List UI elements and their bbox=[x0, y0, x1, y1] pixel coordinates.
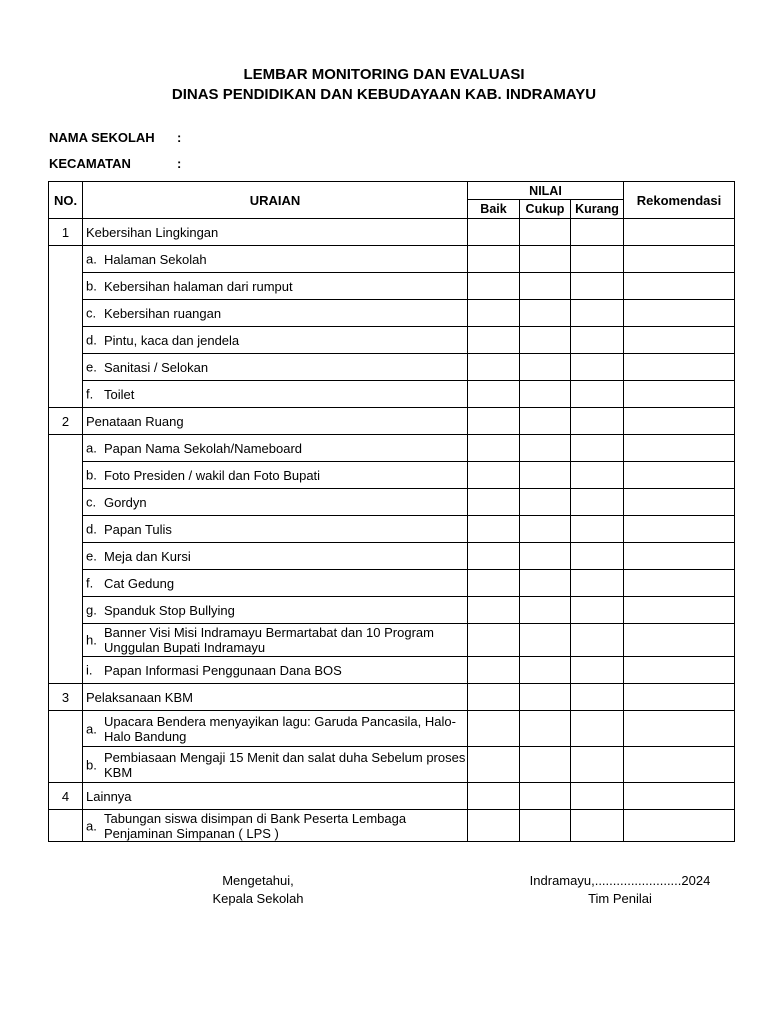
section-baik-cell bbox=[468, 783, 520, 810]
header-no: NO. bbox=[49, 182, 83, 219]
table-body bbox=[49, 219, 735, 842]
district-separator: : bbox=[177, 156, 182, 171]
item-baik-cell bbox=[468, 516, 520, 543]
item-baik-cell bbox=[468, 273, 520, 300]
item-text: Spanduk Stop Bullying bbox=[104, 602, 235, 618]
item-cukup-cell bbox=[520, 327, 571, 354]
item-rekomendasi-cell bbox=[624, 597, 735, 624]
item-letter: b. bbox=[86, 278, 97, 294]
section-kurang-cell bbox=[571, 684, 624, 711]
item-text: Toilet bbox=[104, 386, 135, 402]
section-baik-cell bbox=[468, 684, 520, 711]
header-baik: Baik bbox=[468, 200, 520, 219]
signature-right-line2: Tim Penilai bbox=[588, 891, 652, 906]
item-description bbox=[83, 354, 468, 381]
section-title: Pelaksanaan KBM bbox=[83, 684, 468, 711]
item-letter: e. bbox=[86, 359, 97, 375]
item-text: Pintu, kaca dan jendela bbox=[104, 332, 240, 348]
item-kurang-cell bbox=[571, 657, 624, 684]
item-rekomendasi-cell bbox=[624, 711, 735, 747]
item-rekomendasi-cell bbox=[624, 435, 735, 462]
item-kurang-cell bbox=[571, 810, 624, 842]
school-name-label: NAMA SEKOLAH bbox=[49, 130, 155, 145]
document-subtitle: DINAS PENDIDIKAN DAN KEBUDAYAAN KAB. INDRAMAYU bbox=[171, 86, 597, 103]
item-baik-cell bbox=[468, 543, 520, 570]
item-rekomendasi-cell bbox=[624, 570, 735, 597]
item-kurang-cell bbox=[571, 543, 624, 570]
item-cukup-cell bbox=[520, 354, 571, 381]
item-baik-cell bbox=[468, 354, 520, 381]
item-description bbox=[83, 597, 468, 624]
section-baik-cell bbox=[468, 408, 520, 435]
item-cukup-cell bbox=[520, 711, 571, 747]
document-title: LEMBAR MONITORING DAN EVALUASI bbox=[243, 66, 525, 83]
item-text: Papan Informasi Penggunaan Dana BOS bbox=[104, 662, 342, 678]
item-letter: c. bbox=[86, 494, 97, 510]
item-baik-cell bbox=[468, 747, 520, 783]
signature-left-line1: Mengetahui, bbox=[222, 873, 294, 888]
item-letter: b. bbox=[86, 467, 97, 483]
item-text: Cat Gedung bbox=[104, 575, 175, 591]
item-rekomendasi-cell bbox=[624, 624, 735, 657]
item-baik-cell bbox=[468, 300, 520, 327]
item-row bbox=[49, 489, 735, 516]
item-row bbox=[49, 624, 735, 657]
item-rekomendasi-cell bbox=[624, 543, 735, 570]
item-kurang-cell bbox=[571, 597, 624, 624]
item-description bbox=[83, 462, 468, 489]
item-cukup-cell bbox=[520, 657, 571, 684]
section-title: Lainnya bbox=[83, 783, 468, 810]
section-kurang-cell bbox=[571, 783, 624, 810]
item-letter: a. bbox=[86, 251, 97, 267]
item-description bbox=[83, 711, 468, 747]
item-description bbox=[83, 543, 468, 570]
item-cukup-cell bbox=[520, 273, 571, 300]
header-nilai: NILAI bbox=[468, 182, 624, 200]
section-row bbox=[49, 408, 735, 435]
item-rekomendasi-cell bbox=[624, 810, 735, 842]
item-description bbox=[83, 300, 468, 327]
item-cukup-cell bbox=[520, 747, 571, 783]
item-letter: e. bbox=[86, 548, 97, 564]
item-row bbox=[49, 300, 735, 327]
item-baik-cell bbox=[468, 381, 520, 408]
section-rekomendasi-cell bbox=[624, 408, 735, 435]
item-letter: c. bbox=[86, 305, 97, 321]
item-text: Tabungan siswa disimpan di Bank Peserta Lembaga Penjaminan Simpanan ( LPS ) bbox=[104, 810, 407, 841]
item-rekomendasi-cell bbox=[624, 246, 735, 273]
item-cukup-cell bbox=[520, 597, 571, 624]
item-letter: g. bbox=[86, 602, 97, 618]
item-cukup-cell bbox=[520, 516, 571, 543]
section-title: Penataan Ruang bbox=[83, 408, 468, 435]
item-description bbox=[83, 327, 468, 354]
item-cukup-cell bbox=[520, 489, 571, 516]
item-cukup-cell bbox=[520, 624, 571, 657]
item-kurang-cell bbox=[571, 435, 624, 462]
item-description bbox=[83, 747, 468, 783]
item-letter: a. bbox=[86, 721, 97, 736]
item-description bbox=[83, 489, 468, 516]
item-cukup-cell bbox=[520, 810, 571, 842]
section-kurang-cell bbox=[571, 219, 624, 246]
item-letter: h. bbox=[86, 632, 97, 648]
item-letter: f. bbox=[86, 575, 94, 591]
signature-left bbox=[148, 872, 368, 908]
section-number: 2 bbox=[49, 408, 83, 435]
item-cukup-cell bbox=[520, 300, 571, 327]
item-rekomendasi-cell bbox=[624, 354, 735, 381]
section-number: 4 bbox=[49, 783, 83, 810]
item-row bbox=[49, 381, 735, 408]
item-row bbox=[49, 273, 735, 300]
item-baik-cell bbox=[468, 435, 520, 462]
item-rekomendasi-cell bbox=[624, 489, 735, 516]
item-row bbox=[49, 747, 735, 783]
item-rekomendasi-cell bbox=[624, 300, 735, 327]
item-kurang-cell bbox=[571, 624, 624, 657]
item-letter: d. bbox=[86, 332, 97, 348]
item-letter: b. bbox=[86, 757, 97, 772]
header-rekomendasi: Rekomendasi bbox=[624, 182, 735, 219]
item-cukup-cell bbox=[520, 462, 571, 489]
item-number-spacer bbox=[49, 246, 83, 408]
item-baik-cell bbox=[468, 570, 520, 597]
section-row bbox=[49, 783, 735, 810]
district-label: KECAMATAN bbox=[49, 156, 131, 171]
item-baik-cell bbox=[468, 624, 520, 657]
section-number: 1 bbox=[49, 219, 83, 246]
item-baik-cell bbox=[468, 327, 520, 354]
item-number-spacer bbox=[49, 435, 83, 684]
item-baik-cell bbox=[468, 597, 520, 624]
item-kurang-cell bbox=[571, 381, 624, 408]
item-baik-cell bbox=[468, 810, 520, 842]
item-row bbox=[49, 462, 735, 489]
signature-left-line2: Kepala Sekolah bbox=[212, 891, 304, 906]
item-kurang-cell bbox=[571, 516, 624, 543]
item-row bbox=[49, 657, 735, 684]
item-row bbox=[49, 543, 735, 570]
item-kurang-cell bbox=[571, 711, 624, 747]
item-description bbox=[83, 810, 468, 842]
item-kurang-cell bbox=[571, 570, 624, 597]
item-description bbox=[83, 624, 468, 657]
item-cukup-cell bbox=[520, 570, 571, 597]
section-row bbox=[49, 684, 735, 711]
item-description bbox=[83, 516, 468, 543]
item-kurang-cell bbox=[571, 246, 624, 273]
school-name-field bbox=[49, 130, 181, 145]
section-baik-cell bbox=[468, 219, 520, 246]
section-rekomendasi-cell bbox=[624, 219, 735, 246]
item-row bbox=[49, 354, 735, 381]
section-cukup-cell bbox=[520, 408, 571, 435]
school-name-separator: : bbox=[177, 130, 182, 145]
item-rekomendasi-cell bbox=[624, 273, 735, 300]
item-letter: d. bbox=[86, 521, 97, 537]
section-cukup-cell bbox=[520, 219, 571, 246]
monitoring-table bbox=[48, 181, 735, 842]
item-row bbox=[49, 516, 735, 543]
item-description bbox=[83, 246, 468, 273]
item-row bbox=[49, 810, 735, 842]
item-text: Foto Presiden / wakil dan Foto Bupati bbox=[104, 467, 321, 483]
item-kurang-cell bbox=[571, 462, 624, 489]
item-baik-cell bbox=[468, 657, 520, 684]
item-letter: f. bbox=[86, 386, 94, 402]
item-text: Papan Nama Sekolah/Nameboard bbox=[104, 440, 303, 456]
item-text: Sanitasi / Selokan bbox=[104, 359, 209, 375]
district-field bbox=[49, 156, 181, 171]
signature-right-line1: Indramayu,........................2024 bbox=[529, 873, 711, 888]
item-rekomendasi-cell bbox=[624, 462, 735, 489]
section-row bbox=[49, 219, 735, 246]
item-text: Meja dan Kursi bbox=[104, 548, 191, 564]
signature-right bbox=[510, 872, 730, 908]
item-rekomendasi-cell bbox=[624, 657, 735, 684]
item-kurang-cell bbox=[571, 327, 624, 354]
item-text: Kebersihan ruangan bbox=[104, 305, 222, 321]
item-baik-cell bbox=[468, 489, 520, 516]
item-kurang-cell bbox=[571, 300, 624, 327]
item-rekomendasi-cell bbox=[624, 516, 735, 543]
item-rekomendasi-cell bbox=[624, 747, 735, 783]
item-rekomendasi-cell bbox=[624, 327, 735, 354]
item-row bbox=[49, 711, 735, 747]
item-cukup-cell bbox=[520, 435, 571, 462]
section-cukup-cell bbox=[520, 684, 571, 711]
section-cukup-cell bbox=[520, 783, 571, 810]
item-letter: i. bbox=[86, 662, 93, 678]
item-letter: a. bbox=[86, 440, 97, 456]
item-kurang-cell bbox=[571, 354, 624, 381]
item-cukup-cell bbox=[520, 543, 571, 570]
header-kurang: Kurang bbox=[571, 200, 624, 219]
item-text: Pembiasaan Mengaji 15 Menit dan salat duha Sebelum proses KBM bbox=[104, 749, 466, 780]
section-rekomendasi-cell bbox=[624, 684, 735, 711]
item-cukup-cell bbox=[520, 246, 571, 273]
item-text: Kebersihan halaman dari rumput bbox=[104, 278, 293, 294]
item-text: Papan Tulis bbox=[104, 521, 172, 537]
item-description bbox=[83, 381, 468, 408]
item-number-spacer bbox=[49, 711, 83, 783]
item-row bbox=[49, 570, 735, 597]
item-cukup-cell bbox=[520, 381, 571, 408]
section-title: Kebersihan Lingkingan bbox=[83, 219, 468, 246]
item-text: Gordyn bbox=[104, 494, 147, 510]
item-text: Upacara Bendera menyayikan lagu: Garuda Pancasila, Halo-Halo Bandung bbox=[104, 713, 456, 744]
item-row bbox=[49, 246, 735, 273]
item-number-spacer bbox=[49, 810, 83, 842]
section-number: 3 bbox=[49, 684, 83, 711]
item-text: Banner Visi Misi Indramayu Bermartabat dan 10 Program Unggulan Bupati Indramayu bbox=[104, 625, 434, 655]
item-kurang-cell bbox=[571, 489, 624, 516]
item-row bbox=[49, 327, 735, 354]
item-rekomendasi-cell bbox=[624, 381, 735, 408]
table-header bbox=[49, 182, 735, 219]
item-baik-cell bbox=[468, 711, 520, 747]
item-description bbox=[83, 273, 468, 300]
item-row bbox=[49, 435, 735, 462]
item-baik-cell bbox=[468, 246, 520, 273]
section-kurang-cell bbox=[571, 408, 624, 435]
item-kurang-cell bbox=[571, 273, 624, 300]
item-row bbox=[49, 597, 735, 624]
item-letter: a. bbox=[86, 818, 97, 833]
item-description bbox=[83, 570, 468, 597]
item-baik-cell bbox=[468, 462, 520, 489]
item-description bbox=[83, 435, 468, 462]
item-text: Halaman Sekolah bbox=[104, 251, 207, 267]
section-rekomendasi-cell bbox=[624, 783, 735, 810]
header-cukup: Cukup bbox=[520, 200, 571, 219]
header-uraian: URAIAN bbox=[83, 182, 468, 219]
item-kurang-cell bbox=[571, 747, 624, 783]
item-description bbox=[83, 657, 468, 684]
